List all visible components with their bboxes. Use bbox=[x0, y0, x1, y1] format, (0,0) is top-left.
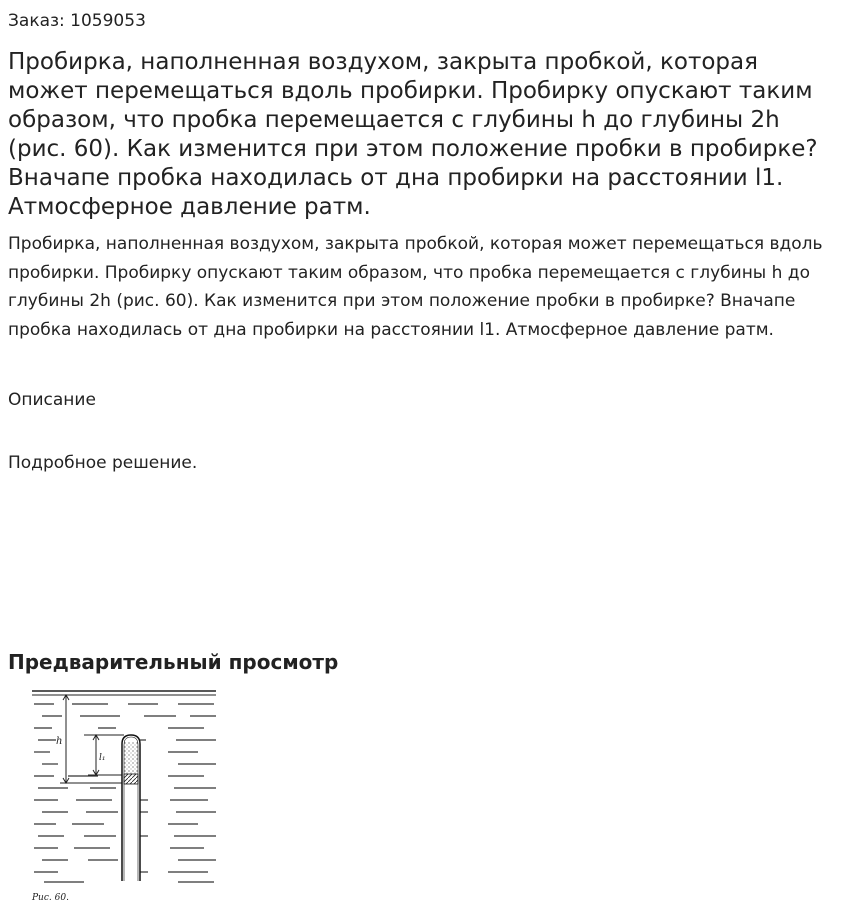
air-column bbox=[124, 742, 138, 774]
depth-h-arrow bbox=[60, 695, 122, 783]
preview-figure bbox=[28, 686, 226, 908]
task-title: Пробирка, наполненная воздухом, закрыта пробкой, которая может перемещаться вдоль пробирки. Пробирку опускают таким образом, что пробка перемещается с глубины h до глубины 2h (рис. 60). Как изменится при этом положение пробки в пробирке? Вначапе пробка находилась от дна пробирки на расстоянии l1. Атмосферное давление pатм. bbox=[8, 49, 818, 220]
preview-heading: Предварительный просмотр bbox=[8, 650, 339, 674]
description-label: Описание bbox=[8, 390, 96, 410]
cork bbox=[124, 774, 138, 784]
test-tube-figure bbox=[28, 686, 226, 908]
order-number: Заказ: 1059053 bbox=[8, 11, 146, 31]
label-l1: l₁ bbox=[99, 753, 106, 763]
test-tube bbox=[122, 735, 140, 881]
figure-caption: Рис. 60. bbox=[32, 893, 69, 903]
water-surface bbox=[32, 691, 216, 695]
task-text: Пробирка, наполненная воздухом, закрыта пробкой, которая может перемещаться вдоль пробирки. Пробирку опускают таким образом, что пробка перемещается с глубины h до глубины 2h (рис. 60). Как изменится при этом положение пробки в пробирке? Вначапе пробка находилась от дна пробирки на расстоянии l1. Атмосферное давление pатм. bbox=[8, 234, 823, 340]
label-h: h bbox=[56, 736, 63, 747]
description-body: Подробное решение. bbox=[8, 453, 198, 473]
